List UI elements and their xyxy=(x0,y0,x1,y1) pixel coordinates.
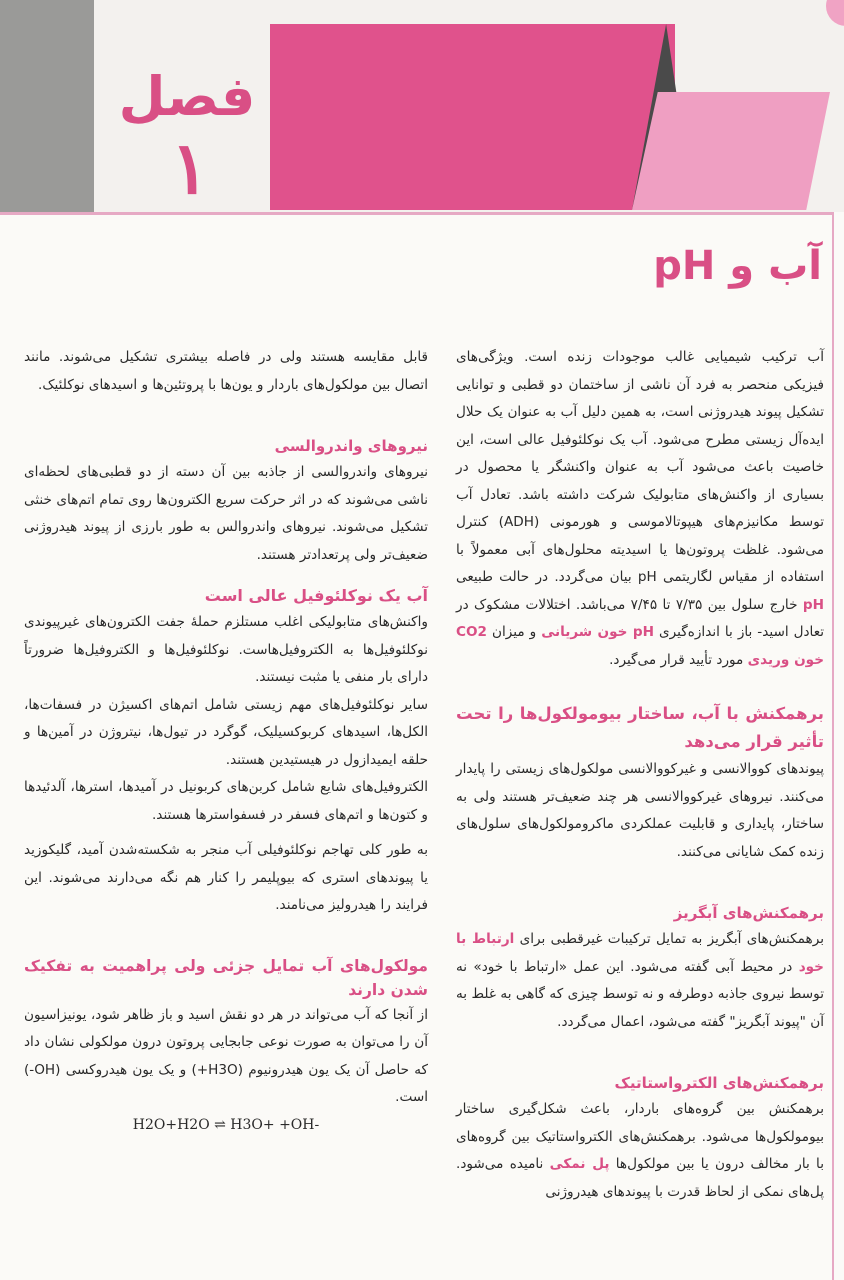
nucleophile-paragraph-2: سایر نوکلئوفیل‌های مهم زیستی شامل اتم‌های اکسیژن در فسفات‌ها، الکل‌ها، اسیدهای کربوکسیلیک، گوگرد در تیول‌ها، نیتروژن در آمین‌ها و حلقه ایمیدازول در هیستیدین هستند. xyxy=(24,696,428,768)
section-heading-electrostatic: برهمکنش‌های الکترواستاتیک xyxy=(614,1074,824,1092)
intro-paragraph: آب ترکیب شیمیایی غالب موجودات زنده است. ویژگی‌های فیزیکی منحصر به فرد آن ناشی از ساختمان دو قطبی و توانایی تشکیل پیوند هیدروژنی است، به همین دلیل آب به عنوان یک حلال ایده‌آل زیستی مطرح می‌شود. آب یک نوکلئوفیل عالی است، این خاصیت باعث می‌شود آب به عنوان واکنشگر یا محصول در بسیاری از واکنش‌های متابولیک شرکت داشته باشد. تعادل آب توسط مکانیزم‌های هیپوتالاموسی و هورمونی (ADH) کنترل می‌شود. غلظت پروتون‌ها یا اسیدیته محلول‌های آبی معمولاً با استفاده از مقیاس لگاریتمی pH بیان می‌گردد. در حالت طبیعی pH خارج سلول بین ۷/۳۵ تا ۷/۴۵ می‌باشد. اختلالات مشکوک در تعادل اسید- باز با اندازه‌گیری pH خون شریانی و میزان CO2 خون وریدی مورد تأیید قرار می‌گیرد. xyxy=(456,349,825,668)
section-body-hydrophobic: برهمکنش‌های آبگریز به تمایل ترکیبات غیرقطبی برای ارتباط با خود در محیط آبی گفته می‌شود. این عمل «ارتباط با خود» نه توسط نیروی جاذبه دوطرفه و نه توسط چیزی که گاهی به غلط به آن "پیوند آبگریز" گفته می‌شود، اعمال می‌گردد. xyxy=(456,931,824,1030)
salt-bridge-term: پل نمکی xyxy=(549,1156,610,1172)
nucleophile-paragraph-3: الکتروفیل‌های شایع شامل کربن‌های کربونیل در آمیدها، استرها، آلدئیدها و کتون‌ها و اتم‌های فسفر در فسفواسترها هستند. xyxy=(24,779,428,823)
light-pink-parallelogram xyxy=(632,92,830,210)
section-heading-vdw: نیروهای واندروالسی xyxy=(274,437,428,455)
section-heading-dissociation: مولکول‌های آب تمایل جزئی ولی پراهمیت به تفکیک شدن دارند xyxy=(24,956,428,999)
section-heading-hydrophobic: برهمکنش‌های آبگریز xyxy=(673,904,824,922)
continuation-paragraph: قابل مقایسه هستند ولی در فاصله بیشتری تشکیل می‌شوند. مانند اتصال بین مولکول‌های باردار و یون‌ها با پروتئین‌ها و اسیدهای نوکلئیک. xyxy=(24,349,428,393)
section-body-vdw: نیروهای واندروالسی از جاذبه بین آن دسته از دو قطبی‌های لحظه‌ای ناشی می‌شوند که در اثر حرکت سریع الکترون‌ها روی تمام اتم‌های خنثی تشکیل می‌شوند. نیروهای واندروالس به طور بارزی از پیوند هیدروژنی ضعیف‌تر ولی پرتعدادتر هستند. xyxy=(24,464,428,563)
nucleophile-paragraph-1: واکنش‌های متابولیکی اغلب مستلزم حملهٔ جفت الکترون‌های غیرپیوندی نوکلئوفیل‌ها به الکتروفیل‌هاست. نوکلئوفیل‌ها و الکتروفیل‌ها ضرورتاً دارای بار منفی یا مثبت نیستند. xyxy=(24,614,428,685)
nucleophile-paragraph-4: به طور کلی تهاجم نوکلئوفیلی آب منجر به شکسته‌شدن آمید، گلیکوزید یا پیوندهای استری که بیوپلیمر را کنار هم نگه می‌دارند می‌شوند. این فرایند را هیدرولیز می‌نامند. xyxy=(24,842,428,913)
right-column xyxy=(456,344,824,1206)
ph-term: pH xyxy=(802,596,824,613)
section-heading-water-interaction: برهمکنش با آب، ساختار بیومولکول‌ها را تحت تأثیر قرار می‌دهد xyxy=(456,704,824,751)
section-body-electrostatic: برهمکنش بین گروه‌های باردار، باعث شکل‌گیری ساختار بیومولکول‌ها می‌شود. برهمکنش‌های الکترواستاتیک بین گروه‌های با بار مخالف درون یا بین مولکول‌ها پل نمکی نامیده می‌شود. پل‌های نمکی از لحاظ قدرت با پیوندهای هیدروژنی xyxy=(456,1101,824,1200)
co2-blood-term: CO2 خون وریدی xyxy=(456,624,824,668)
section-body-water-interaction: پیوندهای کووالانسی و غیرکووالانسی مولکول‌های زیستی را پایدار می‌کنند. نیروهای غیرکووالانسی هر چند ضعیف‌تر هستند ولی به ساختار، پایداری و قابلیت عملکردی ماکرومولکول‌های سلول‌های زنده کمک شایانی می‌کنند. xyxy=(456,761,824,860)
water-ionization-equation: H2O+H2O ⇌ H3O+ +OH- xyxy=(132,1116,320,1133)
pink-banner-block xyxy=(270,24,675,210)
left-column xyxy=(24,344,428,1139)
section-body-dissociation: از آنجا که آب می‌تواند در هر دو نقش اسید و باز ظاهر شود، یونیزاسیون آن را می‌توان به صورت نوعی جابجایی پروتون درون مولکولی نشان داد که حاصل آن یک یون هیدرونیوم (H3O+) و یک یون هیدروکسی (OH-) است. xyxy=(24,1006,428,1105)
chapter-title: آب و pH xyxy=(653,243,822,289)
header-divider-line xyxy=(0,212,832,215)
chapter-number: ۱ xyxy=(170,125,210,210)
self-association-term: ارتباط با خود xyxy=(456,931,824,975)
chapter-word: فصل xyxy=(118,65,256,128)
gray-side-block xyxy=(0,0,94,212)
section-heading-nucleophile: آب یک نوکلئوفیل عالی است xyxy=(204,586,428,605)
ph-blood-term: pH خون شریانی xyxy=(541,624,654,640)
right-margin-line xyxy=(832,212,834,1280)
